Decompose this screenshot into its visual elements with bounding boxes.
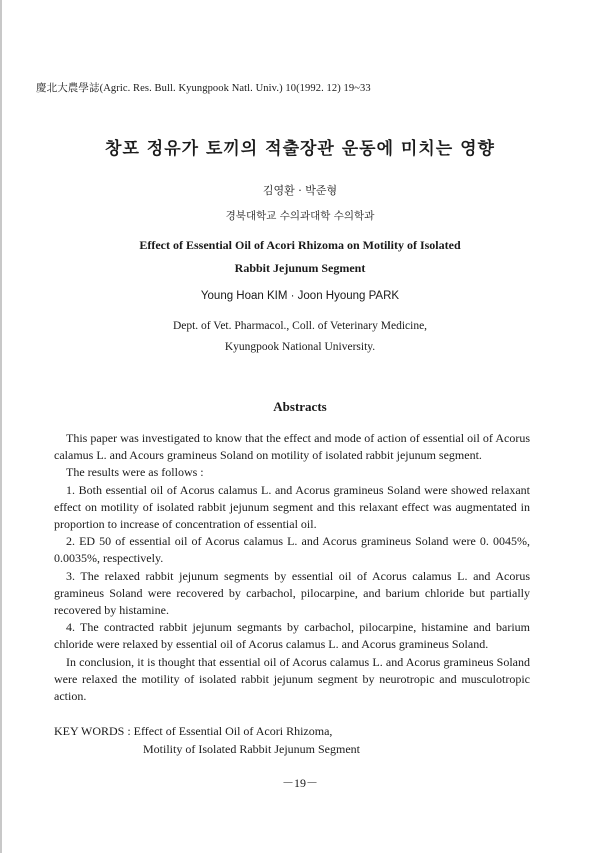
abstract-body — [54, 430, 530, 705]
key-words-line1: KEY WORDS : Effect of Essential Oil of Acori Rhizoma, — [54, 724, 333, 738]
english-title-line1: Effect of Essential Oil of Acori Rhizoma on Motility of Isolated — [139, 238, 461, 252]
abstract-intro: This paper was investigated to know that the effect and mode of action of essential oil of Acorus calamus L. and Acours gramineus Soland on motility of isolated rabbit jejunum segment. — [54, 431, 530, 463]
result-4: 4. The contracted rabbit jejunum segmants by carbachol, pilocarpine, histamine and barium chloride were relaxed by essential oil of Acorus calamus L. and Acorus gramineus Soland. — [54, 620, 530, 652]
key-words — [54, 722, 360, 758]
results-lead: The results were as follows : — [66, 465, 204, 480]
page-number: －19－ — [281, 776, 318, 790]
result-3: 3. The relaxed rabbit jejunum segments by essential oil of Acorus calamus L. and Acorus gramineus Soland were recovered by carbachol, pilocarpine, and barium chloride but partially recovered by histamine. — [54, 568, 530, 618]
english-authors: Young Hoan KIM · Joon Hyoung PARK — [200, 290, 400, 302]
scan-edge — [0, 0, 2, 853]
english-affiliation-line1: Dept. of Vet. Pharmacol., Coll. of Veterinary Medicine, — [172, 320, 428, 332]
result-2: 2. ED 50 of essential oil of Acorus calamus L. and Acorus gramineus Soland were 0. 0045%, 0.0035%, respectively. — [54, 534, 530, 566]
journal-citation: 慶北大農學誌(Agric. Res. Bull. Kyungpook Natl. Univ.) 10(1992. 12) 19~33 — [36, 83, 371, 94]
key-words-line2: Motility of Isolated Rabbit Jejunum Segment — [143, 742, 360, 756]
result-1: 1. Both essential oil of Acorus calamus L. and Acorus gramineus Soland were showed relaxant effect on motility of isolated rabbit jejunum segment and this relaxant effect was augmentated in proportion to increase of concentration of essential oil. — [54, 482, 530, 532]
abstract-heading: Abstracts — [273, 399, 327, 414]
korean-affiliation: 경북대학교 수의과대학 수의학과 — [225, 210, 375, 222]
korean-title: 창포 정유가 토끼의 적출장관 운동에 미치는 영향 — [105, 139, 495, 159]
english-title-line2: Rabbit Jejunum Segment — [234, 261, 366, 275]
conclusion: In conclusion, it is thought that essential oil of Acorus calamus L. and Acorus gramineus Soland were relaxed the motility of isolated rabbit jejunum segment by neurotropic and musculotropic action. — [54, 654, 530, 704]
korean-authors: 김영환 · 박준형 — [262, 184, 338, 197]
english-affiliation-line2: Kyungpook National University. — [224, 341, 376, 353]
